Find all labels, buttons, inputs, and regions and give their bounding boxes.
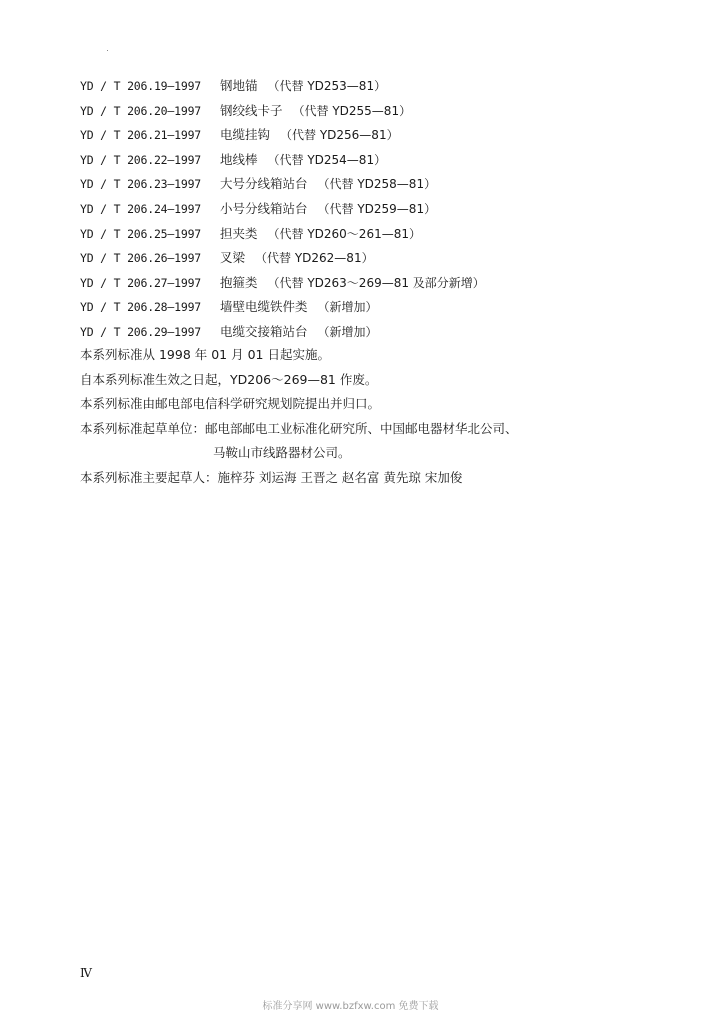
standard-code: YD / T 206.20—1997 bbox=[80, 103, 202, 118]
standard-row bbox=[80, 246, 485, 271]
standard-code: YD / T 206.25—1997 bbox=[80, 226, 202, 241]
standard-title: 地线棒 bbox=[220, 151, 258, 167]
standard-row bbox=[80, 172, 485, 197]
standard-note: （代替 YD263～269—81 及部分新增） bbox=[267, 275, 485, 290]
standard-row bbox=[80, 320, 485, 345]
standard-title: 抱箍类 bbox=[220, 274, 258, 290]
standards-list bbox=[80, 74, 485, 345]
standard-row bbox=[80, 74, 485, 99]
standard-code: YD / T 206.28—1997 bbox=[80, 300, 202, 315]
standard-title: 电缆挂钩 bbox=[220, 127, 271, 143]
standard-note: （代替 YD260～261—81） bbox=[267, 226, 421, 241]
standard-note: （代替 YD253—81） bbox=[267, 79, 387, 93]
foreword-notes bbox=[80, 343, 518, 491]
standard-note: （代替 YD262—81） bbox=[255, 251, 374, 266]
standard-code: YD / T 206.26—1997 bbox=[80, 251, 202, 266]
standard-note: （新增加） bbox=[317, 324, 378, 339]
supersede-note: 自本系列标准生效之日起，YD206～269—81 作废。 bbox=[80, 371, 378, 387]
standard-note: （代替 YD256—81） bbox=[280, 128, 399, 143]
standard-row bbox=[80, 271, 485, 296]
standard-row bbox=[80, 222, 485, 247]
drafting-units-line-2: 马鞍山市线路器材公司。 bbox=[213, 445, 351, 461]
standard-title: 墙壁电缆铁件类 bbox=[220, 299, 308, 315]
scan-speck bbox=[107, 50, 108, 51]
standard-title: 大号分线箱站台 bbox=[220, 176, 308, 192]
main-drafters-note: 本系列标准主要起草人：施梓芬 刘运海 王晋之 赵名富 黄先琼 宋加俊 bbox=[80, 469, 463, 485]
standard-code: YD / T 206.27—1997 bbox=[80, 275, 202, 290]
standard-row bbox=[80, 295, 485, 320]
standard-note: （代替 YD254—81） bbox=[267, 152, 387, 167]
standard-title: 叉梁 bbox=[220, 250, 246, 266]
standard-row bbox=[80, 197, 485, 222]
standard-row bbox=[80, 148, 485, 173]
standard-row bbox=[80, 99, 485, 124]
standard-title: 钢绞线卡子 bbox=[220, 102, 283, 118]
standard-code: YD / T 206.19—1997 bbox=[80, 79, 202, 93]
standard-code: YD / T 206.23—1997 bbox=[80, 177, 202, 192]
standard-note: （代替 YD259—81） bbox=[317, 201, 437, 216]
standard-code: YD / T 206.29—1997 bbox=[80, 324, 202, 339]
standard-code: YD / T 206.21—1997 bbox=[80, 128, 202, 143]
implementation-date-note: 本系列标准从 1998 年 01 月 01 日起实施。 bbox=[80, 347, 330, 362]
site-watermark: 标准分享网 www.bzfxw.com 免费下载 bbox=[262, 1001, 439, 1012]
standard-title: 电缆交接箱站台 bbox=[220, 323, 308, 339]
standard-row bbox=[80, 123, 485, 148]
standard-code: YD / T 206.22—1997 bbox=[80, 152, 202, 167]
standard-title: 小号分线箱站台 bbox=[220, 200, 308, 216]
standard-code: YD / T 206.24—1997 bbox=[80, 201, 202, 216]
drafting-units-line-1: 本系列标准起草单位：邮电部邮电工业标准化研究所、中国邮电器材华北公司、 bbox=[80, 420, 518, 436]
standard-title: 钢地锚 bbox=[220, 78, 258, 93]
proposer-note: 本系列标准由邮电部电信科学研究规划院提出并归口。 bbox=[80, 396, 381, 412]
standard-note: （代替 YD258—81） bbox=[317, 177, 437, 192]
standard-note: （新增加） bbox=[317, 300, 378, 315]
standard-note: （代替 YD255—81） bbox=[292, 103, 412, 118]
page-number: Ⅳ bbox=[80, 966, 92, 980]
standard-title: 担夹类 bbox=[220, 225, 258, 241]
